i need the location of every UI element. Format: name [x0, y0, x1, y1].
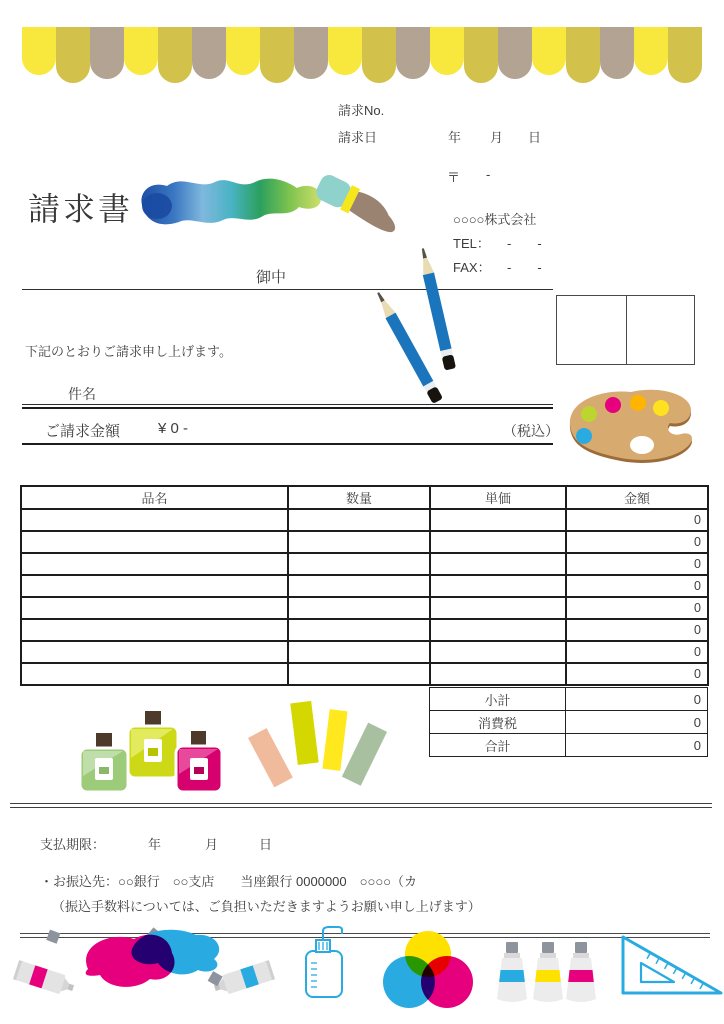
awning-scallop [158, 27, 192, 83]
subject-label: 件名 [68, 386, 96, 402]
empty-cell [288, 531, 430, 553]
empty-cell [288, 509, 430, 531]
cmy-circles-icon [383, 931, 473, 1008]
amount-cell: 0 [566, 619, 708, 641]
empty-cell [21, 553, 288, 575]
footer-separator-bottom [10, 807, 712, 808]
paint-swatch-icon [248, 728, 293, 787]
awning-scallop [22, 27, 56, 75]
triangle-ruler-icon [623, 937, 721, 993]
awning-decoration [22, 27, 702, 83]
awning-scallop [634, 27, 668, 75]
table-row [21, 597, 708, 619]
fee-note: （振込手数料については、ご負担いただきますようお願い申し上げます） [52, 899, 481, 914]
empty-cell [21, 641, 288, 663]
awning-scallop [362, 27, 396, 83]
palette-icon [556, 383, 706, 475]
ink-bottle-icon [128, 711, 178, 778]
awning-scallop [226, 27, 260, 75]
awning-scallop [464, 27, 498, 83]
ink-bottle-icon [176, 731, 222, 792]
paint-dot [605, 397, 621, 413]
recipient-suffix: 御中 [256, 269, 287, 286]
paint-splash-icon [86, 930, 220, 987]
summary-row [430, 711, 708, 734]
fax-value: - - [507, 260, 542, 275]
postal-mark: 〒 [447, 170, 461, 185]
empty-cell [430, 597, 566, 619]
paint-tube-icon [13, 960, 76, 998]
paint-stroke-illustration [135, 166, 387, 241]
summary-label: 合計 [430, 734, 566, 757]
amount-label: ご請求金額 [45, 423, 121, 440]
amount-cell: 0 [566, 663, 708, 685]
table-row [21, 575, 708, 597]
table-row [21, 531, 708, 553]
items-table-body [21, 509, 708, 685]
empty-cell [21, 531, 288, 553]
sender-company: ○○○○株式会社 [453, 212, 537, 227]
paint-swatch-icon [322, 709, 347, 771]
invoice-date-year: 年 [448, 130, 462, 145]
items-table [20, 485, 709, 686]
summary-value: 0 [566, 734, 708, 757]
table-row [21, 509, 708, 531]
table-row [21, 619, 708, 641]
amount-cell: 0 [566, 597, 708, 619]
empty-cell [288, 641, 430, 663]
deadline-month: 月 [205, 837, 219, 852]
stamp-box [556, 295, 695, 365]
paint-dot [581, 406, 597, 422]
amount-cell: 0 [566, 553, 708, 575]
empty-cell [430, 575, 566, 597]
empty-cell [21, 663, 288, 685]
col-header-qty: 数量 [288, 486, 430, 509]
invoice-no-label: 請求No. [338, 103, 385, 118]
recipient-underline [22, 289, 553, 290]
pencils-illustration [358, 244, 470, 419]
summary-value: 0 [566, 711, 708, 734]
paint-tube-icon [566, 942, 596, 1002]
amount-value: ¥ 0 - [158, 420, 189, 437]
awning-scallop [328, 27, 362, 75]
empty-cell [21, 597, 288, 619]
invoice-date-label: 請求日 [338, 130, 378, 145]
paint-swatches-illustration [246, 694, 391, 796]
awning-scallop [90, 27, 124, 79]
awning-scallop [124, 27, 158, 75]
paint-swatch-icon [342, 723, 387, 786]
summary-table [429, 687, 708, 757]
table-header-row [21, 486, 708, 509]
awning-scallop [668, 27, 702, 83]
awning-scallop [56, 27, 90, 83]
paint-tube-icon [497, 942, 527, 1002]
empty-cell [430, 663, 566, 685]
amount-tax-note: （税込） [503, 423, 559, 439]
page-title: 請求書 [28, 191, 134, 227]
tel-value: - - [507, 236, 542, 251]
empty-cell [288, 663, 430, 685]
summary-row [430, 734, 708, 757]
bank-transfer-line: ・お振込先：○○銀行 ○○支店 当座銀行 0000000 ○○○○（カ [40, 874, 418, 889]
empty-cell [21, 619, 288, 641]
empty-cell [288, 619, 430, 641]
empty-cell [430, 531, 566, 553]
deadline-day: 日 [259, 837, 273, 852]
stamp-box-divider [626, 296, 627, 364]
footer-separator-top [10, 803, 712, 804]
summary-value: 0 [566, 688, 708, 711]
paint-dot [653, 400, 669, 416]
awning-scallop [532, 27, 566, 75]
awning-scallop [430, 27, 464, 75]
subject-underline-thick [22, 407, 553, 409]
empty-cell [21, 575, 288, 597]
postal-value: - [486, 167, 491, 182]
greeting-text: 下記のとおりご請求申し上げます。 [25, 344, 232, 359]
invoice-date-month: 月 [490, 130, 504, 145]
deadline-label: 支払期限： [40, 837, 106, 852]
col-header-amount: 金額 [566, 486, 708, 509]
empty-cell [288, 575, 430, 597]
amount-underline [22, 443, 553, 445]
amount-cell: 0 [566, 575, 708, 597]
awning-scallop [600, 27, 634, 79]
awning-scallop [294, 27, 328, 79]
ink-bottle-icon [80, 733, 128, 792]
awning-scallop [192, 27, 226, 79]
empty-cell [430, 641, 566, 663]
awning-scallop [260, 27, 294, 83]
fax-label: FAX： [453, 260, 491, 275]
paint-tube-icon [533, 942, 563, 1002]
empty-cell [430, 553, 566, 575]
col-header-item: 品名 [21, 486, 288, 509]
empty-cell [430, 509, 566, 531]
awning-scallop [396, 27, 430, 79]
amount-cell: 0 [566, 509, 708, 531]
summary-row [430, 688, 708, 711]
ink-bottles-illustration [72, 706, 242, 794]
summary-label: 消費税 [430, 711, 566, 734]
bottom-decorations [0, 925, 724, 1024]
summary-label: 小計 [430, 688, 566, 711]
summary-table-body [430, 688, 708, 757]
empty-cell [430, 619, 566, 641]
wash-bottle-icon [306, 927, 342, 997]
table-row [21, 663, 708, 685]
empty-cell [288, 597, 430, 619]
empty-cell [21, 509, 288, 531]
paint-dot [630, 395, 646, 411]
paint-swatch-icon [290, 701, 318, 765]
tel-label: TEL： [453, 236, 490, 251]
subject-underline-thin [22, 404, 553, 405]
empty-cell [288, 553, 430, 575]
table-row [21, 641, 708, 663]
awning-scallop [498, 27, 532, 79]
deadline-year: 年 [148, 837, 162, 852]
col-header-unit-price: 単価 [430, 486, 566, 509]
amount-cell: 0 [566, 531, 708, 553]
amount-cell: 0 [566, 641, 708, 663]
pencil-icon [417, 247, 456, 370]
paint-dot [576, 428, 592, 444]
awning-scallop [566, 27, 600, 83]
paintbrush-icon [313, 172, 404, 235]
tube-cap-icon [46, 930, 60, 944]
invoice-date-day: 日 [528, 130, 542, 145]
table-row [21, 553, 708, 575]
